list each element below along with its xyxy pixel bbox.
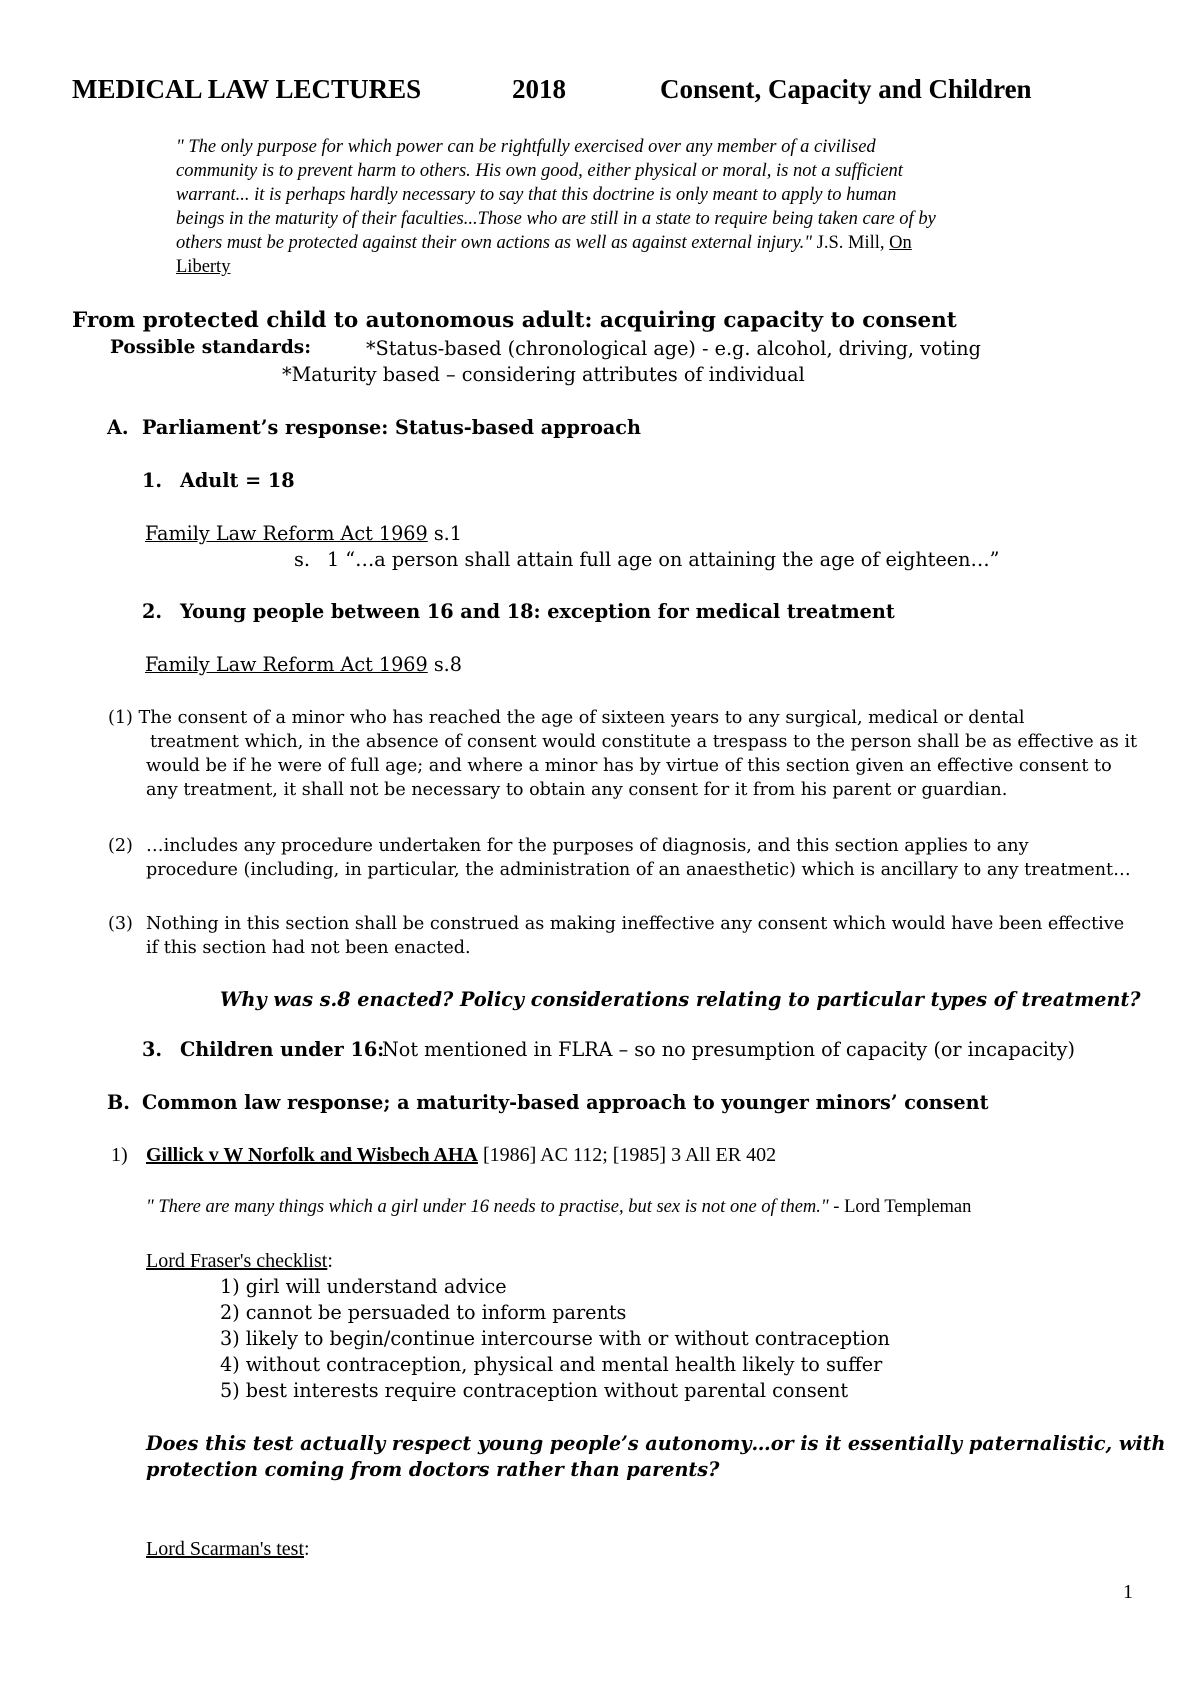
- subsection-title: Young people between 16 and 18: exception for medical treatment: [180, 600, 895, 623]
- fraser-checklist-heading: [146, 1250, 333, 1273]
- document-title: MEDICAL LAW LECTURES: [72, 74, 422, 104]
- autonomy-question-line: protection coming from doctors rather than parents?: [146, 1458, 720, 1481]
- statute-para-line: treatment which, in the absence of consent would constitute a trespass to the person shall be as effective as it: [150, 732, 1138, 752]
- epigraph-line: beings in the maturity of their faculties...Those who are still in a state to require being taken care of by: [176, 209, 936, 229]
- statute-section: s.1: [427, 522, 462, 545]
- main-heading: From protected child to autonomous adult: acquiring capacity to consent: [72, 308, 957, 333]
- statute-para-line: procedure (including, in particular, the administration of an anaesthetic) which is ancillary to any treatment…: [146, 860, 1131, 880]
- label-colon: :: [304, 1538, 310, 1560]
- subsection-title: Children under 16:: [180, 1038, 385, 1061]
- policy-question: Why was s.8 enacted? Policy considerations relating to particular types of treatment?: [220, 988, 1141, 1011]
- statute-para-marker: (2): [108, 836, 133, 856]
- subsection-marker: 1.: [142, 469, 163, 492]
- statute-para-marker: (3): [108, 914, 133, 934]
- epigraph-line: others must be protected against their own actions as well as against external injury.": [176, 233, 813, 253]
- statute-name: Family Law Reform Act 1969: [145, 653, 428, 676]
- statute-para-line: …includes any procedure undertaken for the purposes of diagnosis, and this section applies to any: [146, 836, 1029, 856]
- statute-para-line: would be if he were of full age; and where a minor has by virtue of this section given an effective consent to: [146, 756, 1112, 776]
- page-number: 1: [1123, 1581, 1133, 1603]
- list-item: 5) best interests require contraception without parental consent: [220, 1379, 849, 1402]
- subsection-marker: 3.: [142, 1038, 163, 1061]
- section-marker: s.: [294, 548, 310, 571]
- section-a-marker: A.: [107, 416, 129, 439]
- label-colon: :: [327, 1250, 333, 1272]
- subsection-title: Adult = 18: [180, 469, 295, 492]
- templeman-attribution: - Lord Templeman: [828, 1197, 972, 1217]
- epigraph-line: " The only purpose for which power can be rightfully exercised over any member of a civilised: [176, 137, 876, 157]
- list-item: 1) girl will understand advice: [220, 1275, 507, 1298]
- document-topic: Consent, Capacity and Children: [660, 74, 1032, 104]
- epigraph-author: J.S. Mill,: [816, 233, 885, 253]
- statute-reference: [145, 522, 462, 545]
- epigraph-work: On: [889, 233, 912, 253]
- list-item: 4) without contraception, physical and mental health likely to suffer: [220, 1353, 883, 1376]
- subsection-text: Not mentioned in FLRA – so no presumption of capacity (or incapacity): [382, 1038, 1075, 1061]
- scarman-test-label: Lord Scarman's test: [146, 1538, 305, 1560]
- autonomy-question-line: Does this test actually respect young people’s autonomy…or is it essentially paternalistic, with: [146, 1432, 1166, 1455]
- templeman-quote-line: [146, 1197, 971, 1218]
- statute-para-line: if this section had not been enacted.: [146, 938, 471, 958]
- scarman-test-heading: [146, 1538, 310, 1561]
- standard-item: *Maturity based – considering attributes of individual: [282, 363, 805, 386]
- case-marker: 1): [111, 1144, 128, 1166]
- case-reference: [146, 1144, 776, 1167]
- case-citation: [1986] AC 112; [1985] 3 All ER 402: [477, 1144, 777, 1166]
- statute-reference: [145, 653, 462, 676]
- statute-name: Family Law Reform Act 1969: [145, 522, 428, 545]
- list-item: 2) cannot be persuaded to inform parents: [220, 1301, 627, 1324]
- section-b-title: Common law response; a maturity-based approach to younger minors’ consent: [142, 1091, 989, 1114]
- section-b-marker: B.: [107, 1091, 130, 1114]
- statute-para-line: (1) The consent of a minor who has reached the age of sixteen years to any surgical, medical or dental: [108, 708, 1025, 728]
- subsection-marker: 2.: [142, 600, 163, 623]
- statute-para-line: any treatment, it shall not be necessary to obtain any consent for it from his parent or guardian.: [146, 780, 1008, 800]
- standard-item: *Status-based (chronological age) - e.g. alcohol, driving, voting: [366, 337, 981, 360]
- statute-para-line: Nothing in this section shall be construed as making ineffective any consent which would have been effective: [146, 914, 1125, 934]
- statute-quote: 1 “…a person shall attain full age on attaining the age of eighteen…”: [327, 548, 1000, 571]
- epigraph-line: community is to prevent harm to others. His own good, either physical or moral, is not a sufficient: [176, 161, 903, 181]
- epigraph-line: warrant... it is perhaps hardly necessary to say that this doctrine is only meant to apply to human: [176, 185, 897, 205]
- statute-section: s.8: [427, 653, 462, 676]
- document-year: 2018: [512, 74, 566, 104]
- standards-label: Possible standards:: [110, 337, 312, 358]
- list-item: 3) likely to begin/continue intercourse with or without contraception: [220, 1327, 890, 1350]
- epigraph-work-cont: Liberty: [176, 257, 231, 277]
- templeman-quote: " There are many things which a girl under 16 needs to practise, but sex is not one of them.": [146, 1197, 829, 1217]
- section-a-title: Parliament’s response: Status-based approach: [142, 416, 641, 439]
- case-name: Gillick v W Norfolk and Wisbech AHA: [146, 1144, 478, 1166]
- fraser-checklist-label: Lord Fraser's checklist: [146, 1250, 328, 1272]
